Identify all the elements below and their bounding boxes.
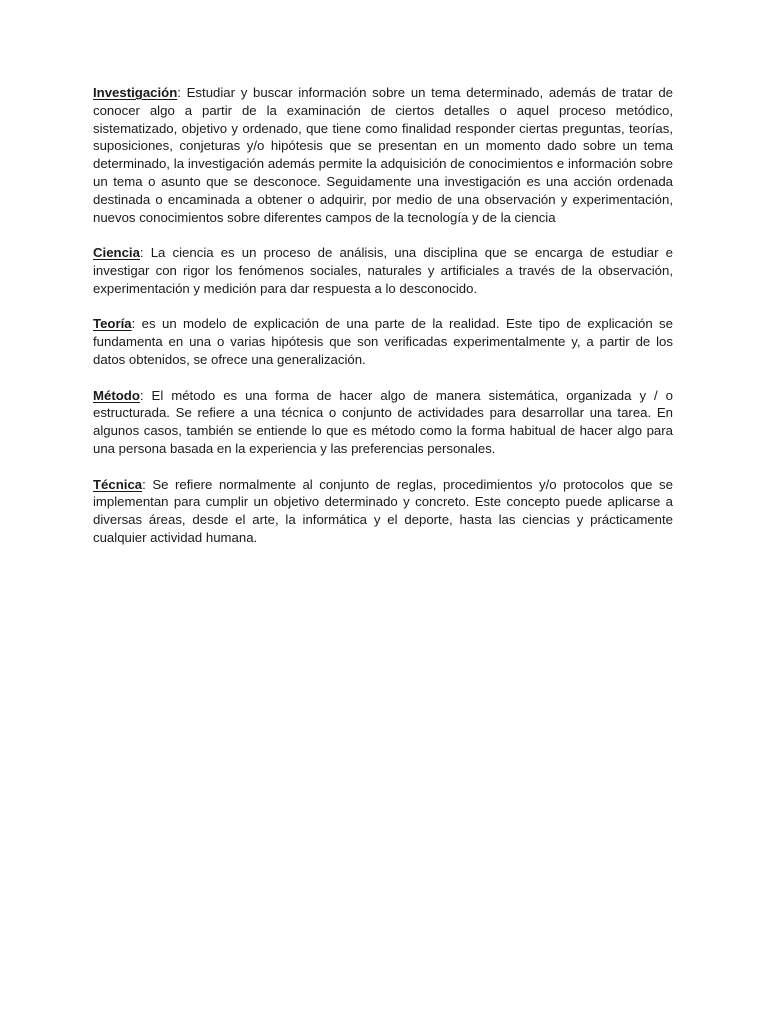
definition-metodo: : El método es una forma de hacer algo de manera sistemática, organizada y / o estructurada. Se refiere a una técnica o conjunto de actividades para desarrollar una tarea. En algunos casos, también se entiende lo que es método como la forma habitual de hacer algo para una persona basada en la experiencia y las preferencias personales.: [93, 387, 673, 456]
paragraph-tecnica: [93, 476, 673, 547]
paragraph-investigacion: [93, 84, 673, 226]
term-tecnica: Técnica: [93, 476, 143, 492]
definition-teoria: : es un modelo de explicación de una parte de la realidad. Este tipo de explicación se fundamenta en una o varias hipótesis que son verificadas experimentalmente y, a partir de los datos obtenidos, se ofrece una generalización.: [93, 316, 673, 367]
term-ciencia: Ciencia: [93, 245, 140, 261]
definition-investigacion: : Estudiar y buscar información sobre un tema determinado, además de tratar de conocer algo a partir de la examinación de ciertos detalles o aquel proceso metódico, sistematizado, objetivo y ordenado, que tiene como finalidad responder ciertas preguntas, teorías, suposiciones, conjeturas y/o hipótesis que se presentan en un momento dado sobre un tema determinado, la investigación además permite la adquisición de conocimientos e información sobre un tema o asunto que se desconoce. Seguidamente una investigación es una acción ordenada destinada o encaminada a obtener o adquirir, por medio de una observación y experimentación, nuevos conocimientos sobre diferentes campos de la tecnología y de la ciencia: [93, 85, 673, 225]
paragraph-ciencia: [93, 244, 673, 297]
definition-tecnica: : Se refiere normalmente al conjunto de reglas, procedimientos y/o protocolos que se implementan para cumplir un objetivo determinado y concreto. Este concepto puede aplicarse a diversas áreas, desde el arte, la informática y el deporte, hasta las ciencias y prácticamente cualquier actividad humana.: [93, 476, 673, 545]
document-body: [93, 84, 673, 565]
term-metodo: Método: [93, 387, 140, 403]
definition-ciencia: : La ciencia es un proceso de análisis, una disciplina que se encarga de estudiar e investigar con rigor los fenómenos sociales, naturales y artificiales a través de la observación, experimentación y medición para dar respuesta a lo desconocido.: [93, 245, 673, 296]
paragraph-metodo: [93, 387, 673, 458]
term-teoria: Teoría: [93, 316, 132, 332]
term-investigacion: Investigación: [93, 85, 178, 100]
paragraph-teoria: [93, 315, 673, 368]
